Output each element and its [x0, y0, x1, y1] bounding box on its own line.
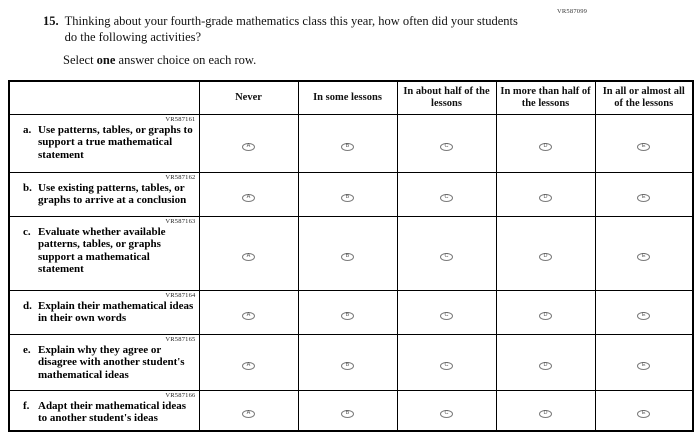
- answer-bubble-b[interactable]: B: [341, 194, 354, 202]
- choice-cell: [199, 114, 298, 172]
- column-header: In some lessons: [298, 81, 397, 114]
- answer-bubble-e[interactable]: E: [637, 362, 650, 370]
- choice-cell: [496, 114, 595, 172]
- answer-bubble-a[interactable]: A: [242, 194, 255, 202]
- answer-bubble-c[interactable]: C: [440, 312, 453, 320]
- choice-cell: [595, 114, 693, 172]
- answer-bubble-c[interactable]: C: [440, 194, 453, 202]
- instruction-suffix: answer choice on each row.: [115, 53, 257, 67]
- row-letter: a.: [23, 123, 32, 136]
- choice-cell: [397, 334, 496, 390]
- row-stem-cell: [9, 216, 199, 290]
- answer-bubble-d[interactable]: D: [539, 194, 552, 202]
- choice-cell: [496, 172, 595, 216]
- question-number: 15.: [43, 14, 59, 28]
- row-stem: [16, 182, 196, 207]
- choice-cell: [595, 216, 693, 290]
- answer-bubble-e[interactable]: E: [637, 143, 650, 151]
- row-text: Explain why they agree or disagree with another student's mathematical ideas: [38, 343, 185, 381]
- row-letter: e.: [23, 343, 31, 356]
- row-stem-cell: [9, 172, 199, 216]
- choice-cell: [199, 216, 298, 290]
- answer-bubble-b[interactable]: B: [341, 312, 354, 320]
- answer-bubble-a[interactable]: A: [242, 410, 255, 418]
- row-stem-cell: [9, 290, 199, 334]
- item-code: VR587163: [165, 217, 196, 225]
- row-stem-cell: [9, 390, 199, 431]
- choice-cell: [397, 114, 496, 172]
- choice-cell: [496, 290, 595, 334]
- form-code: VR587099: [557, 8, 588, 15]
- choice-cell: [298, 290, 397, 334]
- row-letter: c.: [23, 225, 31, 238]
- answer-bubble-a[interactable]: A: [242, 312, 255, 320]
- choice-cell: [397, 216, 496, 290]
- answer-bubble-b[interactable]: B: [341, 253, 354, 261]
- row-stem: [16, 124, 196, 162]
- row-letter: d.: [23, 299, 32, 312]
- row-stem: [16, 226, 196, 276]
- answer-bubble-d[interactable]: D: [539, 362, 552, 370]
- item-code: VR587164: [165, 291, 196, 299]
- answer-bubble-b[interactable]: B: [341, 410, 354, 418]
- choice-cell: [199, 390, 298, 431]
- table-corner-cell: [9, 81, 199, 114]
- answer-bubble-a[interactable]: A: [242, 253, 255, 261]
- answer-bubble-d[interactable]: D: [539, 410, 552, 418]
- row-text: Use existing patterns, tables, or graphs to arrive at a conclusion: [38, 181, 187, 206]
- answer-bubble-b[interactable]: B: [341, 143, 354, 151]
- row-stem: [16, 300, 196, 325]
- choice-cell: [496, 216, 595, 290]
- choice-cell: [199, 290, 298, 334]
- choice-cell: [595, 172, 693, 216]
- row-text: Adapt their mathematical ideas to another student's ideas: [38, 399, 186, 424]
- item-code: VR587161: [165, 115, 196, 123]
- question-block: [43, 13, 523, 45]
- answer-bubble-e[interactable]: E: [637, 194, 650, 202]
- answer-bubble-e[interactable]: E: [637, 410, 650, 418]
- row-stem: [16, 344, 196, 382]
- choice-cell: [397, 390, 496, 431]
- column-header: Never: [199, 81, 298, 114]
- table-row: [9, 290, 693, 334]
- row-letter: f.: [23, 399, 30, 412]
- row-stem-cell: [9, 334, 199, 390]
- table-row: [9, 114, 693, 172]
- choice-cell: [595, 390, 693, 431]
- choice-cell: [595, 334, 693, 390]
- table-row: [9, 172, 693, 216]
- question-text: Thinking about your fourth-grade mathematics class this year, how often did your students do the following activities?: [64, 14, 518, 44]
- choice-cell: [298, 114, 397, 172]
- row-stem: [16, 400, 196, 425]
- answer-bubble-b[interactable]: B: [341, 362, 354, 370]
- choice-cell: [298, 390, 397, 431]
- choice-cell: [298, 334, 397, 390]
- item-code: VR587162: [165, 173, 196, 181]
- choice-cell: [496, 334, 595, 390]
- row-letter: b.: [23, 181, 32, 194]
- row-text: Evaluate whether available patterns, tables, or graphs support a mathematical statement: [38, 225, 166, 275]
- header-row: [9, 81, 693, 114]
- answer-bubble-e[interactable]: E: [637, 312, 650, 320]
- answer-bubble-c[interactable]: C: [440, 143, 453, 151]
- choice-cell: [496, 390, 595, 431]
- answer-bubble-e[interactable]: E: [637, 253, 650, 261]
- choice-cell: [199, 172, 298, 216]
- item-code: VR587165: [165, 335, 196, 343]
- answer-bubble-a[interactable]: A: [242, 143, 255, 151]
- choice-cell: [397, 172, 496, 216]
- table-row: [9, 390, 693, 431]
- item-code: VR587166: [165, 391, 196, 399]
- answer-bubble-d[interactable]: D: [539, 312, 552, 320]
- answer-bubble-c[interactable]: C: [440, 410, 453, 418]
- answer-bubble-d[interactable]: D: [539, 143, 552, 151]
- choice-cell: [595, 290, 693, 334]
- answer-bubble-a[interactable]: A: [242, 362, 255, 370]
- choice-cell: [298, 172, 397, 216]
- column-header: In all or almost all of the lessons: [595, 81, 693, 114]
- column-header: In about half of the lessons: [397, 81, 496, 114]
- answer-bubble-d[interactable]: D: [539, 253, 552, 261]
- table-body: [9, 114, 693, 431]
- choice-cell: [298, 216, 397, 290]
- choice-cell: [199, 334, 298, 390]
- table-row: [9, 334, 693, 390]
- instruction-prefix: Select: [63, 53, 97, 67]
- table-row: [9, 216, 693, 290]
- answer-bubble-c[interactable]: C: [440, 253, 453, 261]
- question-instruction: [63, 52, 256, 68]
- column-header: In more than half of the lessons: [496, 81, 595, 114]
- answer-grid: [8, 80, 694, 432]
- row-stem-cell: [9, 114, 199, 172]
- choice-cell: [397, 290, 496, 334]
- row-text: Use patterns, tables, or graphs to support a true mathematical statement: [38, 123, 193, 161]
- row-text: Explain their mathematical ideas in their own words: [38, 299, 194, 324]
- instruction-bold-word: one: [96, 53, 116, 67]
- answer-bubble-c[interactable]: C: [440, 362, 453, 370]
